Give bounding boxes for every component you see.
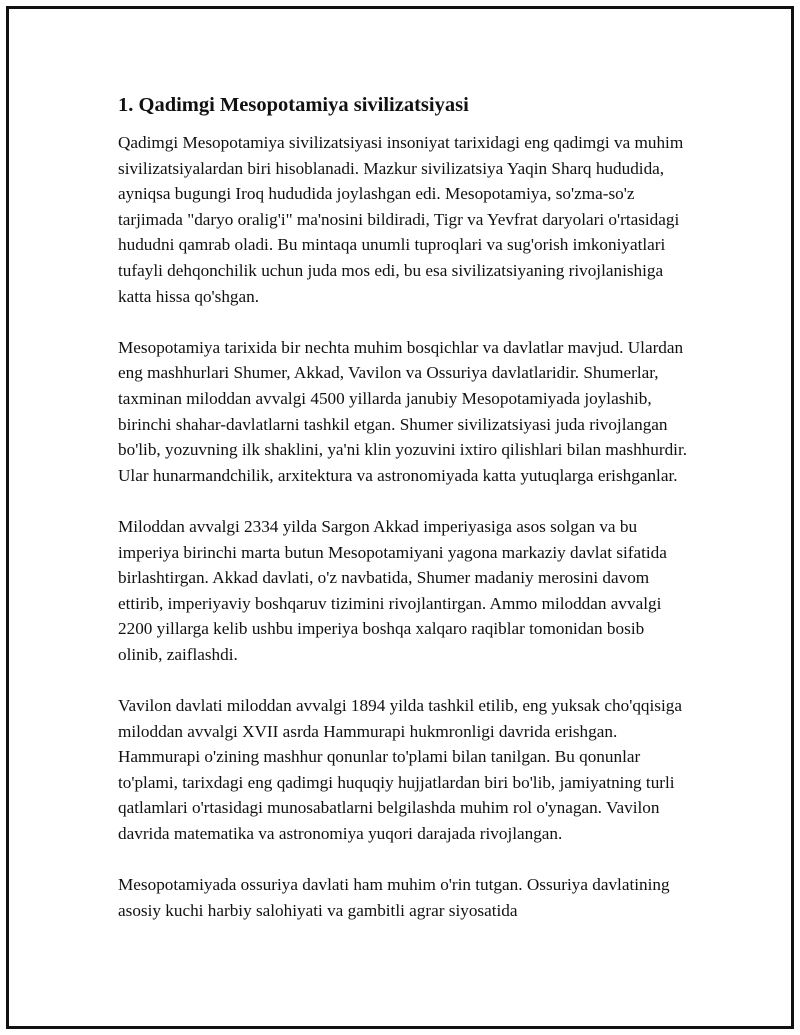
paragraph-intro: Qadimgi Mesopotamiya sivilizatsiyasi insoniyat tarixidagi eng qadimgi va muhim sivilizatsiyalardan biri hisoblanadi. Mazkur sivilizatsiya Yaqin Sharq hududida, ayniqsa bugungi Iroq hududida joylashgan edi. Mesopotamiya, so'zma-so'z tarjimada "daryo oralig'i" ma'nosini bildiradi, Tigr va Yevfrat daryolari o'rtasidagi hududni qamrab oladi. Bu mintaqa unumli tuproqlari va sug'orish imkoniyatlari tufayli dehqonchilik uchun juda mos edi, bu esa sivilizatsiyaning rivojlanishiga katta hissa qo'shgan. — [118, 133, 684, 306]
paragraph-babylon: Vavilon davlati miloddan avvalgi 1894 yilda tashkil etilib, eng yuksak cho'qqisiga miloddan avvalgi XVII asrda Hammurapi hukmronligi davrida erishgan. Hammurapi o'zining mashhur qonunlar to'plami bilan tanilgan. Bu qonunlar to'plami, tarixdagi eng qadimgi huquqiy hujjatlardan biri bo'lib, jamiyatning turli qatlamlari o'rtasidagi munosabatlarni belgilashda muhim rol o'ynagan. Vavilon davrida matematika va astronomiya yuqori darajada rivojlangan. — [118, 696, 682, 844]
paragraph-periods: Mesopotamiya tarixida bir nechta muhim bosqichlar va davlatlar mavjud. Ulardan eng mashhurlari Shumer, Akkad, Vavilon va Ossuriya davlatlaridir. Shumerlar, taxminan miloddan avvalgi 4500 yillarda janubiy Mesopotamiyada joylashib, birinchi shahar-davlatlarni tashkil etgan. Shumer sivilizatsiyasi juda rivojlangan bo'lib, yozuvning ilk shaklini, ya'ni klin yozuvini ixtiro qilishlari bilan mashhurdir. Ular hunarmandchilik, arxitektura va astronomiyada katta yutuqlarga erishganlar. — [118, 337, 688, 485]
paragraph-assyria: Mesopotamiyada ossuriya davlati ham muhim o'rin tutgan. Ossuriya davlatining asosiy kuchi harbiy salohiyati va gambitli agrar siyosatida — [118, 875, 670, 920]
section-heading: 1. Qadimgi Mesopotamiya sivilizatsiyasi — [118, 94, 469, 116]
document-body — [118, 92, 688, 949]
paragraph-akkad: Miloddan avvalgi 2334 yilda Sargon Akkad imperiyasiga asos solgan va bu imperiya birinchi marta butun Mesopotamiyani yagona markaziy davlat sifatida birlashtirgan. Akkad davlati, o'z navbatida, Shumer madaniy merosini davom ettirib, imperiyaviy boshqaruv tizimini rivojlantirgan. Ammo miloddan avvalgi 2200 yillarga kelib ushbu imperiya boshqa xalqaro raqiblar tomonidan bosib olinib, zaiflashdi. — [118, 516, 667, 664]
